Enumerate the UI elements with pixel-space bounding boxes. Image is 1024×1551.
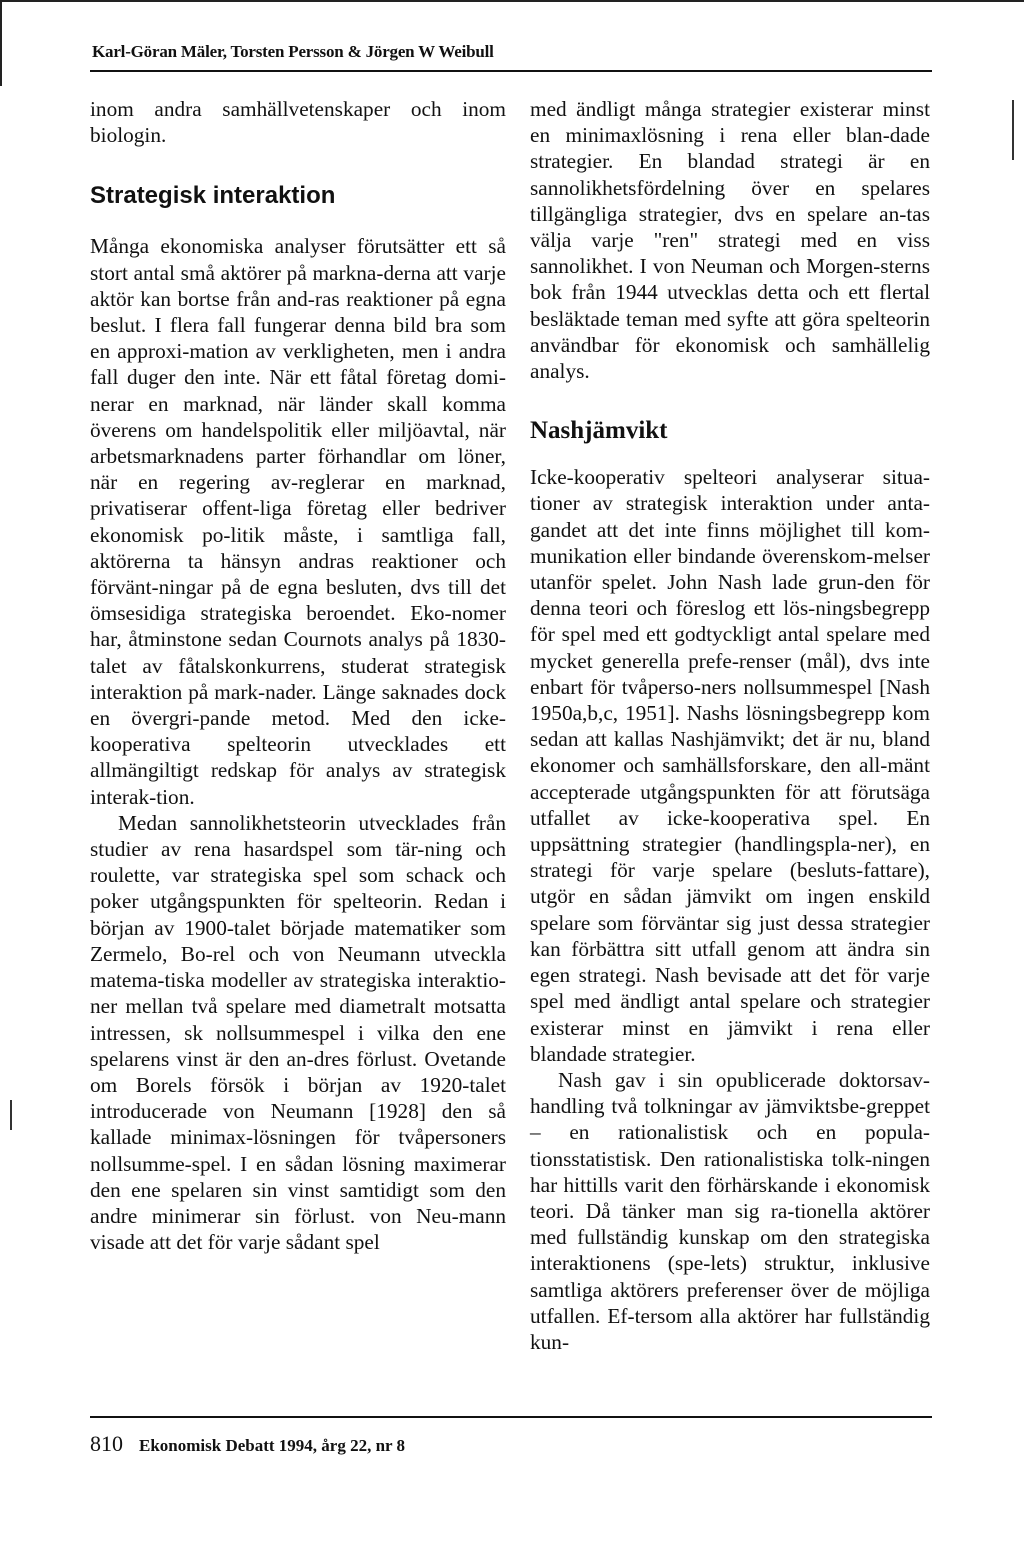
left-paragraph-1: Många ekonomiska analyser förutsätter ett så stort antal små aktörer på markna-derna att varje aktör kan bortse från and-ras reaktioner på egna beslut. I flera fall fungerar denna bild bra som en approxi-mation av verkligheten, men i andra fall duger den inte. När ett fåtal företag domi-nerar en marknad, när länder skall komma överens om handelspolitik eller miljöavtal, när arbetsmarknadens parter förhandlar om löner, när en regering av-reglerar en marknad, privatiserar offent-liga företag eller bedriver ekonomisk po-litik måste, i samtliga fall, aktörerna ta hänsyn andras reaktioner och förvänt-ningar på de egna besluten, dvs till det ömsesidiga strategiska beroendet. Eko-nomer har, åtminstone sedan Cournots analys på 1830-talet av fåtalskonkurrens, studerat strategisk interaktion på mark-nader. Länge saknades dock en övergri-pande metod. Med den icke-kooperativa spelteorin utvecklades ett allmängiltigt redskap för analys av strategisk interak-tion.: [90, 234, 506, 809]
page-number: 810: [90, 1431, 123, 1456]
section-heading-strategisk-interaktion: Strategisk interaktion: [90, 182, 336, 210]
scan-left-border: [0, 0, 2, 86]
left-paragraph-2: Medan sannolikhetsteorin utvecklades från studier av rena hasardspel som tär-ning och roulette, var strategiska spel som schack och poker utgångspunkten för spelteorin. Redan i början av 1900-talet började matematiker som Zermelo, Bo-rel och von Neumann utveckla matema-tiska modeller av strategiska interaktio-ner mellan två spelare med diametralt motsatta intressen, sk nollsummespel i vilka den ene spelarens vinst är den an-dres förlust. Ovetande om Borels försök i början av 1920-talet introducerade von Neumann [1928] den så kallade minimax-lösningen för tvåpersoners nollsumme-spel. I en sådan lösning maximerar den ene spelaren sin vinst samtidigt som den andre minimerar sin förlust. von Neu-mann visade att det för varje sådant spel: [90, 810, 506, 1255]
right-paragraph-1: Icke-kooperativ spelteori analyserar situa-tioner av strategisk interaktion under anta-gandet att det inte finns möjlighet till kom-munikation eller bindande överenskom-melser utanför spelet. John Nash lade grun-den för denna teori och föreslog ett lös-ningsbegrepp för spel med ett godtyckligt antal spelare med mycket generella prefe-renser (mål), dvs inte enbart för tvåperso-ners nollsummespel [Nash 1950a,b,c, 1951]. Nashs lösningsbegrepp kom sedan att kallas Nashjämvikt; det är nu, bland ekonomer och samhällsforskare, den all-mänt accepterade utgångspunkten för att förutsäga utfallet av icke-kooperativa spel. En uppsättning strategier (handlingspla-ner), en strategi för varje spelare (besluts-fattare), utgör en sådan jämvikt om ingen enskild spelare som förväntar sig just dessa strategier kan förbättra sitt utfall genom att ändra sin egen strategi. Nash bevisade att det för varje spel med ändligt antal spelare och strategier existerar minst en jämvikt i rena eller blandade strategier.: [530, 465, 930, 1066]
right-paragraph-continued: med ändligt många strategier existerar minst en minimaxlösning i rena eller blan-dade strategier. En blandad strategi är en sannolikhetsfördelning över en spelares tillgängliga strategier, dvs en spelare an-tas välja varje "ren" strategi med en viss sannolikhet. I von Neuman och Morgen-sterns bok från 1944 utvecklas detta och ett flertal besläktade teman med syfte att göra spelteorin användbar för ekonomisk och samhällelig analys.: [530, 97, 930, 384]
left-paragraph-continued: inom andra samhällvetenskaper och inom biologin.: [90, 97, 506, 148]
right-paragraph-2: Nash gav i sin opublicerade doktorsav-handling två tolkningar av jämviktsbe-greppet – en rationalistisk och en popula-tionsstatistisk. Den rationalistiska tolk-ningen har hittills varit den förhärskande i ekonomisk teori. Då tänker man sig ra-tionella aktörer med fullständig kunskap om den strategiska interaktionens (spe-lets) struktur, inklusive samtliga aktörers preferenser över de möjliga utfallen. Ef-tersom alla aktörer har fullständig kun-: [530, 1067, 930, 1354]
scan-top-border: [0, 0, 1024, 2]
running-head: Karl-Göran Mäler, Torsten Persson & Jörgen W Weibull: [92, 42, 494, 61]
left-column: [90, 96, 506, 1255]
scan-margin-mark: [10, 1100, 12, 1130]
scan-margin-mark: [1012, 100, 1014, 160]
page-footer: [90, 1431, 405, 1457]
right-column: [530, 96, 930, 1355]
journal-citation: Ekonomisk Debatt 1994, årg 22, nr 8: [139, 1436, 406, 1455]
header-rule: [90, 70, 932, 72]
footer-rule: [90, 1416, 932, 1418]
section-heading-nashjamvikt: Nashjämvikt: [530, 417, 668, 445]
